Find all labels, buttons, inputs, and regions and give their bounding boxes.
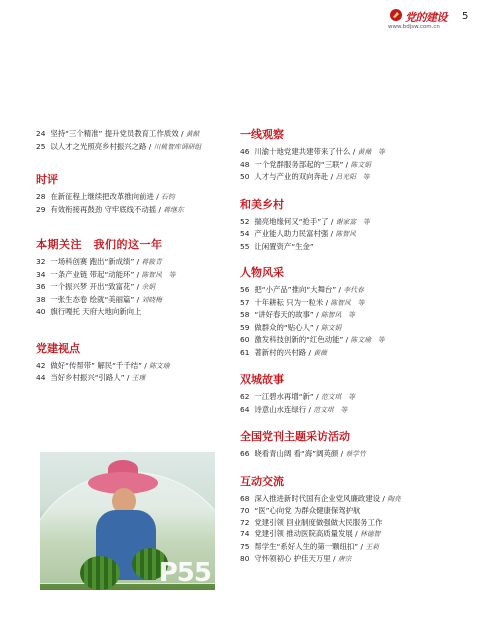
list-item[interactable]: 64 诗意山水连绿行 / 范文琪 等 — [240, 404, 348, 414]
magazine-logo — [388, 8, 452, 34]
list-item[interactable]: 38 一张生态卷 绘就“美丽篇” / 刘晓梅 — [36, 294, 162, 304]
section-title: 本期关注 我们的这一年 — [36, 238, 163, 251]
section-list — [240, 216, 476, 253]
section-title: 一线观察 — [240, 128, 284, 141]
contents-left-column — [36, 128, 226, 385]
list-item[interactable]: 46 川渝十地党建共建带来了什么 / 黄薇 等 — [240, 147, 385, 156]
page-number: 5 — [462, 11, 469, 22]
list-item[interactable]: 28 在新征程上继续把改革推向前进 / 石钧 — [36, 192, 175, 201]
list-item[interactable]: 61 著新村的兴村路 / 黄薇 — [240, 347, 327, 357]
list-item[interactable]: 36 一个振兴梦 开出“致富花” / 余娟 — [36, 282, 156, 291]
list-item[interactable]: 40 旗行嘎托 天府大地向新向上 — [36, 307, 142, 316]
list-item[interactable]: 55 让闲置资产“生金” — [240, 241, 314, 251]
contents-right-column — [240, 128, 476, 566]
section-list — [36, 360, 226, 385]
list-item[interactable]: 72 党建引领 回业制度做强做大民服务工作 — [240, 517, 383, 527]
section-list — [240, 284, 476, 359]
section-title: 双城故事 — [240, 373, 284, 386]
list-item[interactable]: 54 产业能人助力民富村强 / 陈智风 — [240, 229, 356, 238]
list-item[interactable]: 29 有效衔接再鼓劲 守牢底线不动摇 / 蒋继东 — [36, 204, 184, 214]
list-item[interactable]: 59 做群众的“贴心人” / 陈文娟 — [240, 322, 342, 332]
list-item[interactable]: 32 一场科创赛 跑出“新成绩” / 蒋筱青 — [36, 257, 162, 266]
list-item[interactable]: 24 坚持“三个精准” 提升党员教育工作质效 / 黄献 — [36, 129, 200, 138]
brand-name: 党的建设 — [405, 11, 447, 24]
section-list — [240, 146, 476, 184]
intro-list — [36, 128, 226, 153]
section-title: 互动交流 — [240, 474, 284, 488]
list-item[interactable]: 80 守怀领初心 护佳天万里 / 唐宗 — [240, 554, 352, 563]
cover-photo[interactable] — [40, 452, 215, 590]
list-item[interactable]: 75 帮学生“系好人生的第一颗纽扣” / 王莉 — [240, 541, 379, 551]
section-list — [240, 448, 476, 461]
list-item[interactable]: 57 十年耕耘 只为一粒米 / 陈智风 等 — [240, 297, 365, 307]
list-item[interactable]: 58 “讲好春天的故事” / 陈智风 等 — [240, 310, 355, 319]
site-url: www.bdjsw.com.cn — [388, 24, 440, 30]
list-item[interactable]: 44 当好乡村振兴“引路人” / 王瑾 — [36, 373, 146, 382]
list-item[interactable]: 48 一个党群服务部起的“三联” / 陈文娟 — [240, 159, 371, 169]
section-list — [36, 256, 226, 318]
section-list — [240, 391, 476, 416]
list-item[interactable]: 52 揣亮地缘何又“抢手”了 / 谢家富 等 — [240, 216, 370, 226]
list-item[interactable]: 34 一条产业链 带起“动能环” / 陈智风 等 — [36, 269, 176, 279]
list-item[interactable]: 56 把“小产品”推向“大舞台” / 李代春 — [240, 285, 364, 294]
list-item[interactable]: 70 “医”心向党 为群众健康保驾护航 — [240, 506, 361, 515]
list-item[interactable]: 68 深入推进新时代国有企业党风廉政建设 / 陶亮 — [240, 493, 401, 503]
list-item[interactable]: 25 以人才之光照亮乡村振兴之路 / 川桃智库调研组 — [36, 141, 202, 151]
photo-page-label: P55 — [158, 558, 211, 588]
section-title: 党建视点 — [36, 341, 80, 355]
watermelon-left — [80, 556, 120, 590]
list-item[interactable]: 60 激发科技创新的“红色动能” / 陈文瑜 等 — [240, 335, 385, 344]
list-item[interactable]: 62 一江碧水再增“新” / 范文琪 等 — [240, 392, 355, 401]
section-list — [240, 493, 476, 566]
list-item[interactable]: 66 晓看青山阔 看“海”阔英颜 / 蔡学竹 — [240, 449, 366, 458]
section-title: 和美乡村 — [240, 197, 284, 211]
list-item[interactable]: 50 人才与产业的双向奔赴 / 吕光阳 等 — [240, 172, 370, 181]
list-item[interactable]: 74 党建引领 推动医院高质量发展 / 林德智 — [240, 529, 381, 538]
section-title: 时评 — [36, 173, 58, 186]
section-title: 全国党刊主题采访活动 — [240, 430, 350, 443]
list-item[interactable]: 42 做好“传帮带” 解民“千千结” / 陈文瑜 — [36, 360, 170, 370]
section-title: 人物风采 — [240, 266, 284, 279]
section-list — [36, 191, 226, 216]
party-emblem-icon — [388, 8, 404, 22]
